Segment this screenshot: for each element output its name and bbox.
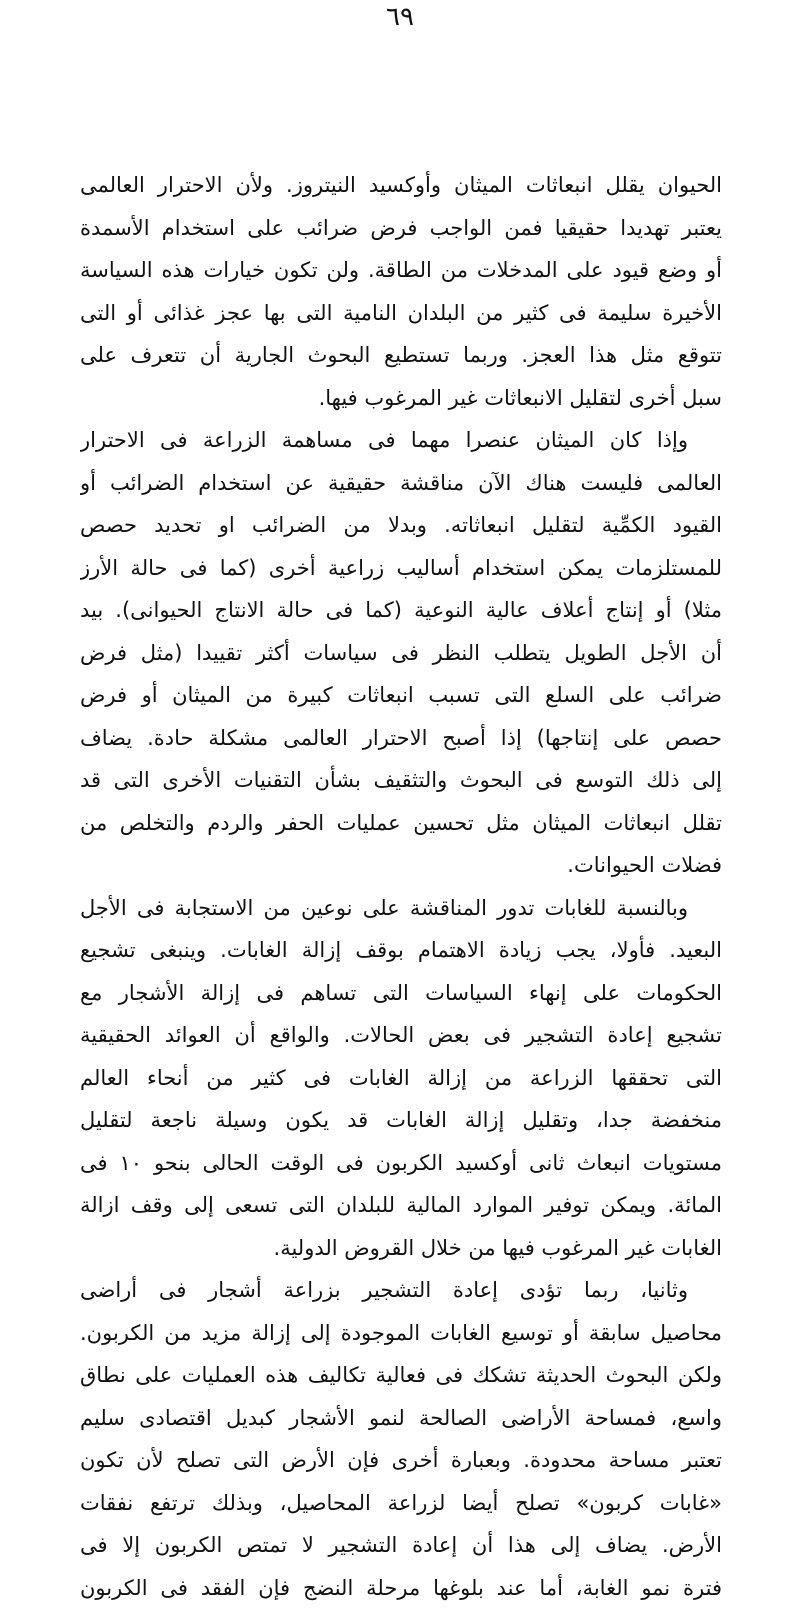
- text-line: المائة. ويمكن توفير الموارد المالية للبلدان التى تسعى إلى وقف ازالة: [80, 1184, 722, 1227]
- text-line: الأرض. يضاف إلى هذا أن إعادة التشجير لا تمتص الكربون إلا فى: [80, 1524, 722, 1567]
- text-line: سبل أخرى لتقليل الانبعاثات غير المرغوب فيها.: [80, 377, 722, 420]
- text-line: العالمى فليست هناك الآن مناقشة حقيقية عن استخدام الضرائب أو: [80, 462, 722, 505]
- text-line: أو وضع قيود على المدخلات من الطاقة. ولن تكون خيارات هذه السياسة: [80, 249, 722, 292]
- text-line: الحكومات على إنهاء السياسات التى تساهم فى إزالة الأشجار مع: [80, 972, 722, 1015]
- text-line: الأخيرة سليمة فى كثير من البلدان النامية التى بها عجز غذائى أو التى: [80, 292, 722, 335]
- text-line: تقلل انبعاثات الميثان مثل تحسين عمليات الحفر والردم والتخلص من: [80, 802, 722, 845]
- text-line: البعيد. فأولا، يجب زيادة الاهتمام بوقف إزالة الغابات. وينبغى تشجيع: [80, 929, 722, 972]
- text-line: فضلات الحيوانات.: [80, 844, 722, 887]
- text-line: وبالنسبة للغابات تدور المناقشة على نوعين من الاستجابة فى الأجل: [80, 887, 722, 930]
- text-line: الغابات غير المرغوب فيها من خلال القروض الدولية.: [80, 1227, 722, 1270]
- text-line: الحيوان يقلل انبعاثات الميثان وأوكسيد النيتروز. ولأن الاحترار العالمى: [80, 164, 722, 207]
- text-line: ضرائب على السلع التى تسبب انبعاثات كبيرة من الميثان أو فرض: [80, 674, 722, 717]
- text-line: واسع، فمساحة الأراضى الصالحة لنمو الأشجار كبديل اقتصادى سليم: [80, 1397, 722, 1440]
- text-line: محاصيل سابقة أو توسيع الغابات الموجودة إلى إزالة مزيد من الكربون.: [80, 1312, 722, 1355]
- text-line: ولكن البحوث الحديثة تشكك فى فعالية تكاليف هذه العمليات على نطاق: [80, 1354, 722, 1397]
- text-line: التى تحققها الزراعة من إزالة الغابات فى كثير من أنحاء العالم: [80, 1057, 722, 1100]
- text-line: فترة نمو الغابة، أما عند بلوغها مرحلة النضج فإن الفقد فى الكربون: [80, 1567, 722, 1609]
- text-line: أن الأجل الطويل يتطلب النظر فى سياسات أكثر تقييدا (مثل فرض: [80, 632, 722, 675]
- page-number: ٦٩: [0, 2, 800, 32]
- text-line: مستويات انبعاث ثانى أوكسيد الكربون فى الوقت الحالى بنحو ١٠ فى: [80, 1142, 722, 1185]
- text-line: وإذا كان الميثان عنصرا مهما فى مساهمة الزراعة فى الاحترار: [80, 419, 722, 462]
- text-line: تشجيع إعادة التشجير فى بعض الحالات. والواقع أن العوائد الحقيقية: [80, 1014, 722, 1057]
- text-line: مثلا) أو إنتاج أعلاف عالية النوعية (كما فى حالة الانتاج الحيوانى). بيد: [80, 589, 722, 632]
- text-line: «غابات كربون» تصلح أيضا لزراعة المحاصيل، وبذلك ترتفع نفقات: [80, 1482, 722, 1525]
- text-line: تعتبر مساحة محدودة. وبعبارة أخرى فإن الأرض التى تصلح لأن تكون: [80, 1439, 722, 1482]
- text-line: للمستلزمات يمكن استخدام أساليب زراعية أخرى (كما فى حالة الأرز: [80, 547, 722, 590]
- text-line: حصص على إنتاجها) إذا أصبح الاحترار العالمى مشكلة حادة. يضاف: [80, 717, 722, 760]
- text-line: منخفضة جدا، وتقليل إزالة الغابات قد يكون وسيلة ناجعة لتقليل: [80, 1099, 722, 1142]
- body-text: [80, 164, 722, 1609]
- text-line: تتوقع مثل هذا العجز. وربما تستطيع البحوث الجارية أن تتعرف على: [80, 334, 722, 377]
- text-line: إلى ذلك التوسع فى البحوث والتثقيف بشأن التقنيات الأخرى التى قد: [80, 759, 722, 802]
- text-line: وثانيا، ربما تؤدى إعادة التشجير بزراعة أشجار فى أراضى: [80, 1269, 722, 1312]
- text-line: القيود الكمِّية لتقليل انبعاثاته. وبدلا من الضرائب او تحديد حصص: [80, 504, 722, 547]
- text-line: يعتبر تهديدا حقيقيا فمن الواجب فرض ضرائب على استخدام الأسمدة: [80, 207, 722, 250]
